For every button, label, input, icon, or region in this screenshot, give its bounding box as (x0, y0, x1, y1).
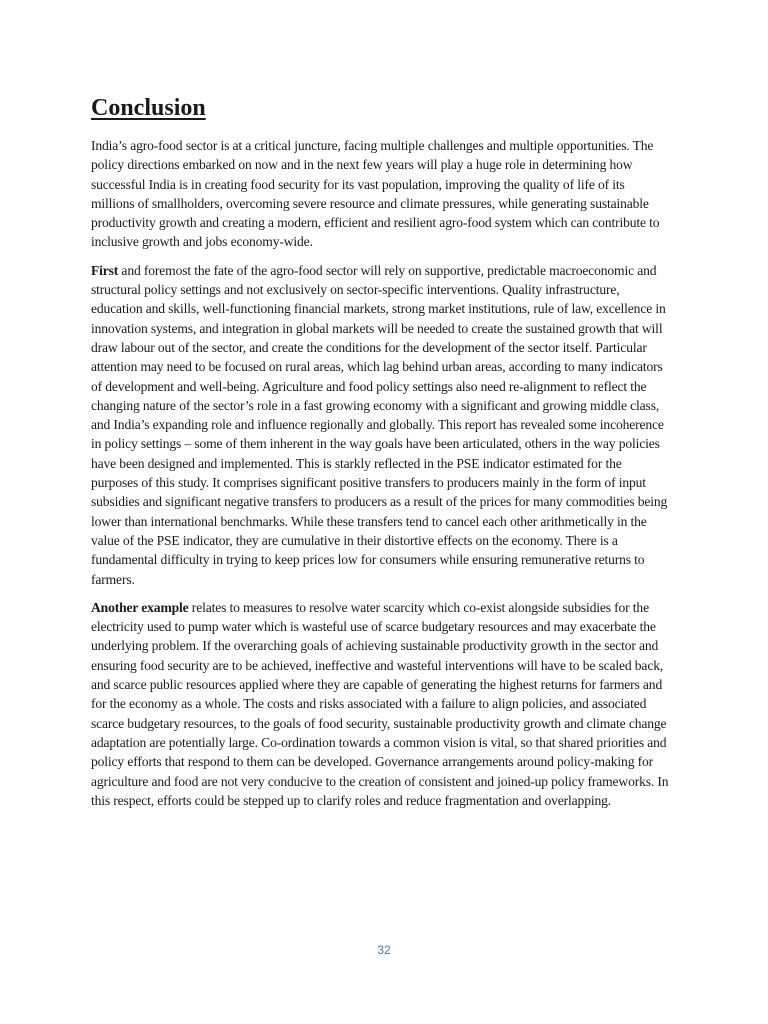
paragraph-text: India’s agro-food sector is at a critical juncture, facing multiple challenges and multiple opportunities. The policy directions embarked on now and in the next few years will play a huge role in determining how successful India is in creating food security for its vast population, improving the quality of life of its millions of smallholders, overcoming severe resource and climate pressures, while generating sustainable productivity growth and creating a modern, efficient and resilient agro-food system which can contribute to inclusive growth and jobs economy-wide. (91, 138, 660, 250)
page-number: 32 (377, 943, 391, 957)
paragraph-intro (91, 136, 671, 252)
paragraph-text: and foremost the fate of the agro-food sector will rely on supportive, predictable macroeconomic and structural policy settings and not exclusively on sector-specific interventions. Quality infrastructure, education and skills, well-functioning financial markets, strong market institutions, rule of law, excellence in innovation systems, and integration in global markets will be needed to create the sustained growth that will draw labour out of the sector, and create the conditions for the development of the sector itself. Particular attention may need to be focused on rural areas, which lag behind urban areas, according to many indicators of development and well-being. Agriculture and food policy settings also need re-alignment to reflect the changing nature of the sector’s role in a fast growing economy with a significant and growing middle class, and India’s expanding role and influence regionally and globally. This report has revealed some incoherence in policy settings – some of them inherent in the way goals have been articulated, others in the way policies have been designed and implemented. This is starkly reflected in the PSE indicator estimated for the purposes of this study. It comprises significant positive transfers to producers mainly in the form of input subsidies and significant negative transfers to producers as a result of the prices for many commodities being lower than international benchmarks. While these transfers tend to cancel each other arithmetically in the value of the PSE indicator, they are cumulative in their distortive effects on the economy. There is a fundamental difficulty in trying to keep prices low for consumers while ensuring remunerative returns to farmers. (91, 262, 668, 587)
paragraph-lead: Another example (91, 599, 189, 615)
document-body (91, 136, 671, 819)
paragraph-lead: First (91, 262, 119, 278)
paragraph-text: relates to measures to resolve water scarcity which co-exist alongside subsidies for the electricity used to pump water which is wasteful use of scarce budgetary resources and may exacerbate the underlying problem. If the overarching goals of achieving sustainable productivity growth in the sector and ensuring food security are to be achieved, ineffective and wasteful interventions will have to be scaled back, and scarce public resources applied where they are capable of generating the highest returns for farmers and for the economy as a whole. The costs and risks associated with a failure to align policies, and associated scarce budgetary resources, to the goals of food security, sustainable productivity growth and climate change adaptation are potentially large. Co-ordination towards a common vision is vital, so that shared priorities and policy efforts that respond to them can be developed. Governance arrangements around policy-making for agriculture and food are not very conducive to the creation of consistent and joined-up policy frameworks. In this respect, efforts could be stepped up to clarify roles and reduce fragmentation and overlapping. (91, 599, 669, 808)
paragraph-another-example (91, 598, 671, 810)
page-title: Conclusion (91, 95, 206, 121)
paragraph-first (91, 261, 671, 589)
